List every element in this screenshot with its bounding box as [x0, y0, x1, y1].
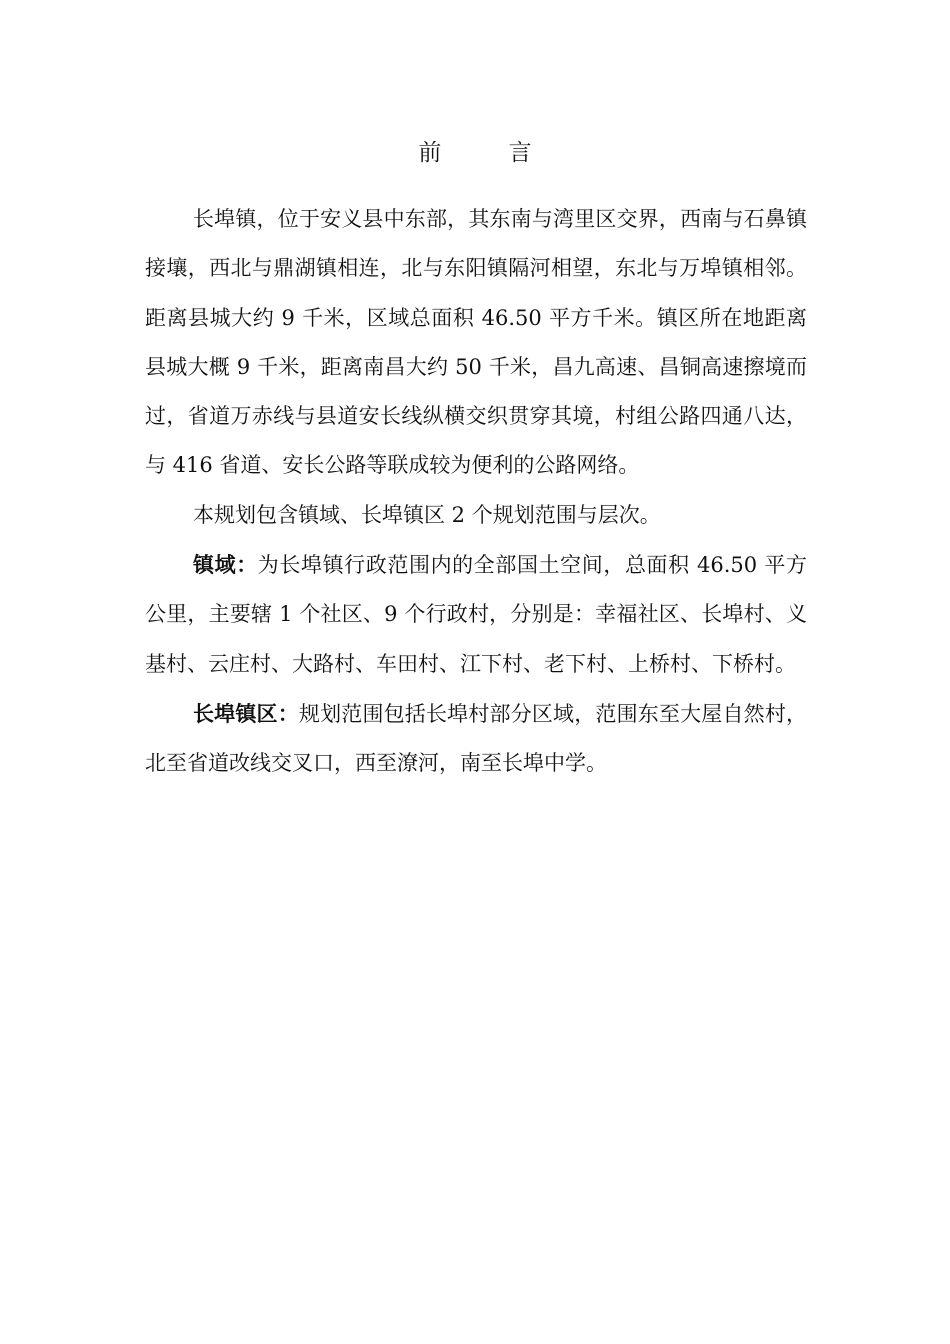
paragraph-town-center [145, 689, 807, 789]
paragraph-intro-text: 长埠镇，位于安义县中东部，其东南与湾里区交界，西南与石鼻镇接壤，西北与鼎湖镇相连，北与东阳镇隔河相望，东北与万埠镇相邻。距离县城大约 9 千米，区域总面积 46.50 平方千米。镇区所在地距离县城大概 9 千米，距离南昌大约 50 千米，昌九高速、昌铜高速擦境而过，省道万赤线与县道安长线纵横交织贯穿其境，村组公路四通八达，与 416 省道、安长公路等联成较为便利的公路网络。 [145, 207, 807, 478]
paragraph-town-area-text: 为长埠镇行政范围内的全部国土空间，总面积 46.50 平方公里，主要辖 1 个社区、9 个行政村，分别是：幸福社区、长埠村、义基村、云庄村、大路村、车田村、江下村、老下村、上桥村、下桥村。 [145, 553, 808, 676]
paragraph-town-center-lead: 长埠镇区： [193, 700, 299, 726]
paragraph-intro [145, 195, 807, 491]
paragraph-town-area [145, 540, 807, 689]
paragraph-scope-text: 本规划包含镇域、长埠镇区 2 个规划范围与层次。 [193, 502, 661, 527]
paragraph-scope [145, 491, 807, 540]
page-title: 前 言 [418, 140, 562, 166]
paragraph-town-center-text: 规划范围包括长埠村部分区域，范围东至大屋自然村，北至省道改线交叉口，西至潦河，南至长埠中学。 [145, 701, 808, 776]
paragraph-town-area-lead: 镇域： [193, 552, 258, 578]
document-body [145, 195, 807, 789]
